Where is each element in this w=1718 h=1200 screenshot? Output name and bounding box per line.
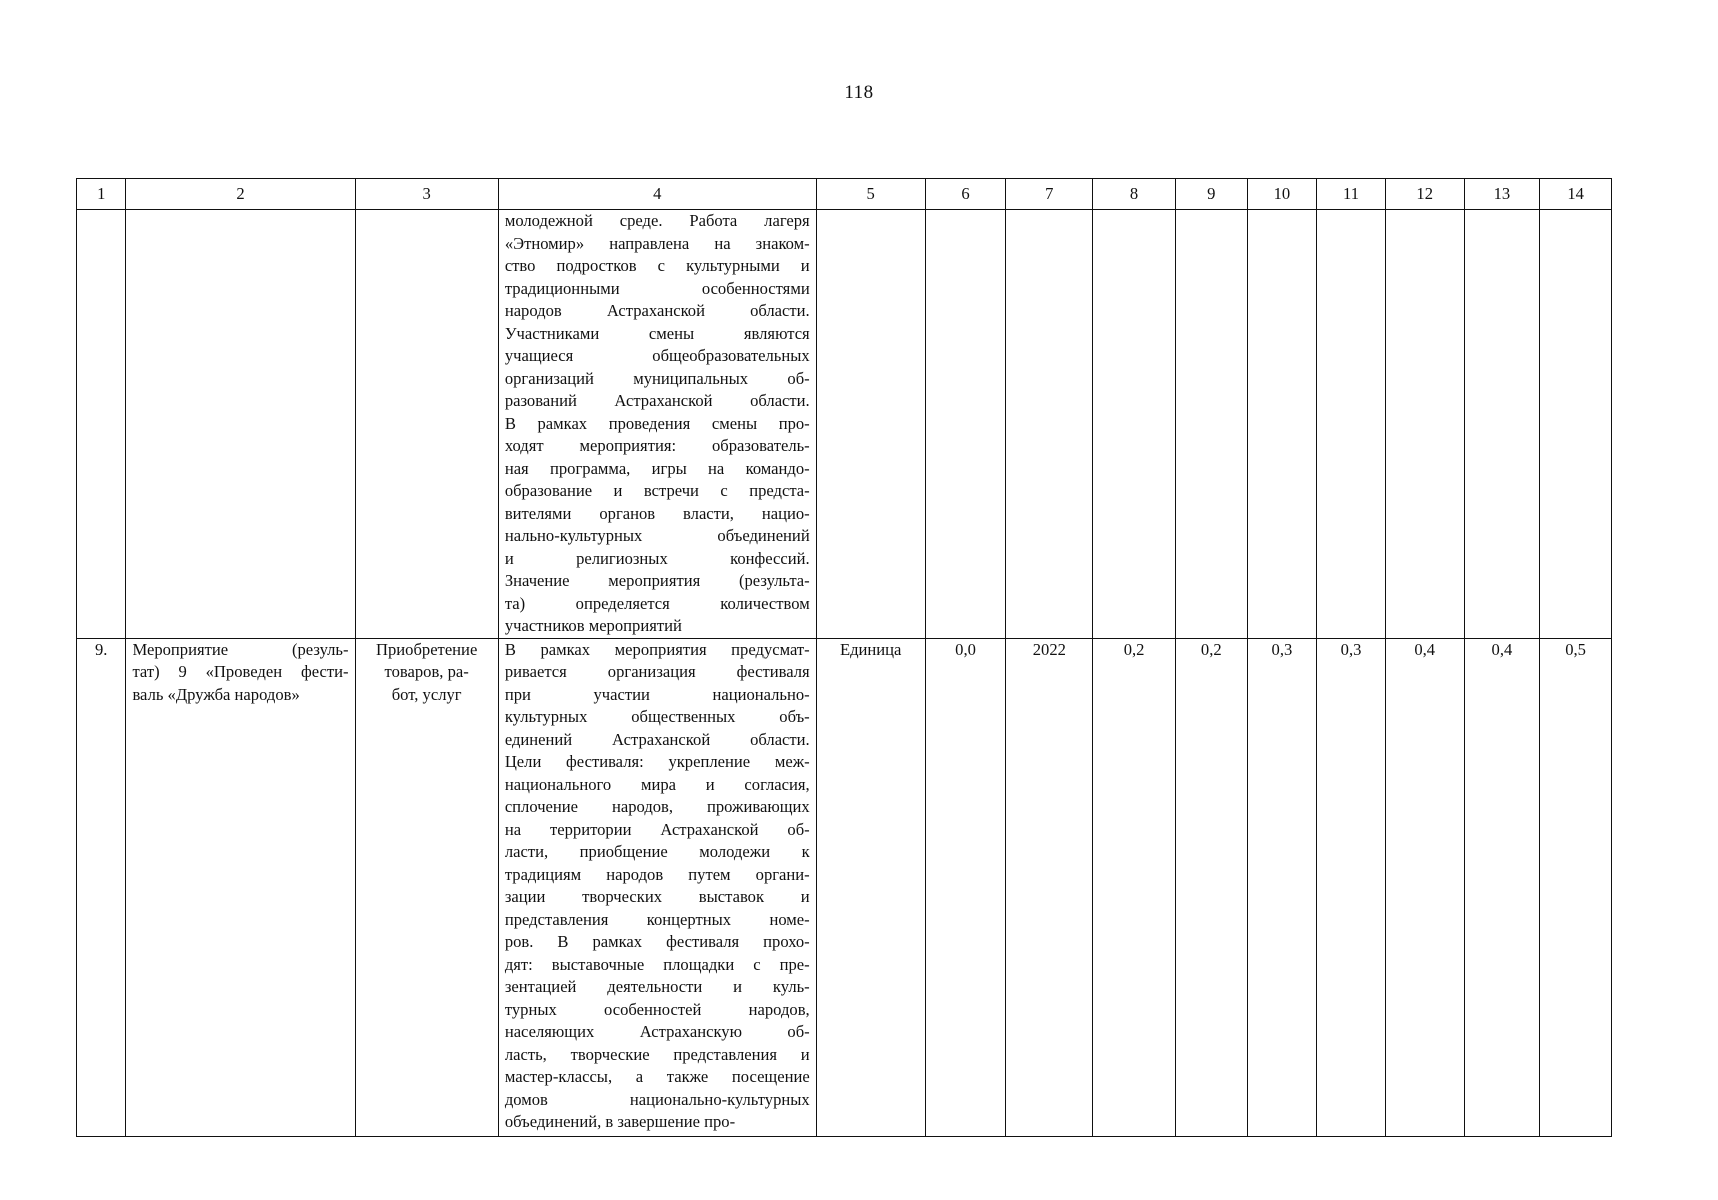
text-line: национального мира и согласия, — [504, 774, 810, 794]
text-line: ривается организация фестиваля — [504, 662, 810, 681]
text-line: Приобретение — [376, 639, 478, 659]
text-line: молодежной среде. Работа лагеря — [504, 211, 810, 230]
text-line: та) определяется количеством — [504, 593, 810, 613]
text-line: В рамках проведения смены про- — [504, 413, 810, 433]
text-line: участников мероприятий — [504, 616, 682, 635]
text-line: ство подростков с культурными и — [504, 256, 810, 275]
text-line: культурных общественных объ- — [504, 707, 810, 726]
page-number: 118 — [844, 82, 874, 103]
value-cell — [1317, 210, 1386, 639]
text-line: Участниками смены являются — [504, 323, 810, 343]
text-line: мастер-классы, а также посещение — [504, 1067, 810, 1086]
column-header: 3 — [355, 179, 498, 210]
value-cell: 0,4 — [1464, 638, 1540, 1136]
text-line: народов Астраханской области. — [504, 301, 810, 320]
text-line: образование и встречи с предста- — [504, 481, 810, 500]
value-cell: 0,2 — [1093, 638, 1176, 1136]
text-line: турных особенностей народов, — [504, 999, 810, 1019]
value-cell — [1385, 210, 1464, 639]
row-number-cell — [77, 210, 126, 639]
description-cell — [498, 638, 816, 1136]
text-line: вителями органов власти, нацио- — [504, 503, 810, 523]
event-name-text — [132, 639, 348, 707]
event-type-cell — [355, 210, 498, 639]
text-line: сплочение народов, проживающих — [504, 797, 810, 816]
column-header: 7 — [1006, 179, 1093, 210]
value-cell: 0,2 — [1175, 638, 1247, 1136]
unit-cell: Единица — [816, 638, 925, 1136]
table-header-row — [77, 179, 1612, 210]
column-header: 4 — [498, 179, 816, 210]
value-cell — [816, 210, 925, 639]
column-header: 12 — [1385, 179, 1464, 210]
value-cell — [925, 210, 1006, 639]
text-line: Цели фестиваля: укрепление меж- — [504, 752, 810, 771]
event-name-cell — [126, 638, 355, 1136]
value-cell — [1540, 210, 1612, 639]
text-line: объединений, в завершение про- — [504, 1112, 736, 1131]
column-header: 6 — [925, 179, 1006, 210]
row-number-cell: 9. — [77, 638, 126, 1136]
value-cell: 0,3 — [1247, 638, 1317, 1136]
text-line: валь «Дружба народов» — [132, 684, 300, 704]
text-line: ходят мероприятия: образователь- — [504, 436, 810, 455]
text-line: нально-культурных объединений — [504, 526, 810, 545]
value-cell — [1247, 210, 1317, 639]
description-text — [505, 210, 810, 638]
column-header: 10 — [1247, 179, 1317, 210]
column-header: 2 — [126, 179, 355, 210]
base-value-cell: 0,0 — [925, 638, 1006, 1136]
text-line: населяющих Астраханскую об- — [504, 1022, 810, 1041]
text-line: учащиеся общеобразовательных — [504, 346, 810, 365]
text-line: дят: выставочные площадки с пре- — [504, 954, 810, 974]
value-cell — [1093, 210, 1176, 639]
value-cell — [1175, 210, 1247, 639]
column-header: 5 — [816, 179, 925, 210]
base-year-cell: 2022 — [1006, 638, 1093, 1136]
text-line: «Этномир» направлена на знаком- — [504, 233, 810, 253]
column-header: 8 — [1093, 179, 1176, 210]
column-header: 1 — [77, 179, 126, 210]
description-cell — [498, 210, 816, 639]
text-line: при участии национально- — [504, 684, 810, 704]
text-line: зентацией деятельности и куль- — [504, 977, 810, 996]
text-line: и религиозных конфессий. — [504, 548, 810, 568]
text-line: тат) 9 «Проведен фести- — [132, 662, 349, 681]
text-line: на территории Астраханской об- — [504, 819, 810, 839]
text-line: зации творческих выставок и — [504, 887, 810, 906]
text-line: разований Астраханской области. — [504, 391, 810, 410]
text-line: В рамках мероприятия предусмат- — [504, 639, 810, 659]
value-cell — [1006, 210, 1093, 639]
column-header: 14 — [1540, 179, 1612, 210]
value-cell: 0,5 — [1540, 638, 1612, 1136]
text-line: товаров, ра- — [384, 662, 469, 681]
text-line: Мероприятие (резуль- — [132, 639, 349, 659]
table-row-continuation — [77, 210, 1612, 639]
event-type-text — [362, 639, 492, 707]
indicators-table — [76, 178, 1612, 1137]
text-line: домов национально-культурных — [504, 1089, 810, 1109]
text-line: единений Астраханской области. — [504, 729, 810, 749]
text-line: организаций муниципальных об- — [504, 368, 810, 388]
value-cell: 0,4 — [1385, 638, 1464, 1136]
event-type-cell — [355, 638, 498, 1136]
value-cell: 0,3 — [1317, 638, 1386, 1136]
value-cell — [1464, 210, 1540, 639]
text-line: традиционными особенностями — [504, 278, 810, 298]
text-line: ная программа, игры на командо- — [504, 458, 810, 478]
text-line: традициям народов путем органи- — [504, 864, 810, 884]
text-line: Значение мероприятия (результа- — [504, 571, 810, 590]
column-header: 9 — [1175, 179, 1247, 210]
column-header: 11 — [1317, 179, 1386, 210]
table-row-9 — [77, 638, 1612, 1136]
text-line: ров. В рамках фестиваля прохо- — [504, 932, 810, 951]
column-header: 13 — [1464, 179, 1540, 210]
description-text — [505, 639, 810, 1134]
text-line: ласть, творческие представления и — [504, 1044, 810, 1064]
text-line: бот, услуг — [391, 684, 462, 704]
text-line: представления концертных номе- — [504, 909, 810, 929]
text-line: ласти, приобщение молодежи к — [504, 842, 810, 861]
event-name-cell — [126, 210, 355, 639]
